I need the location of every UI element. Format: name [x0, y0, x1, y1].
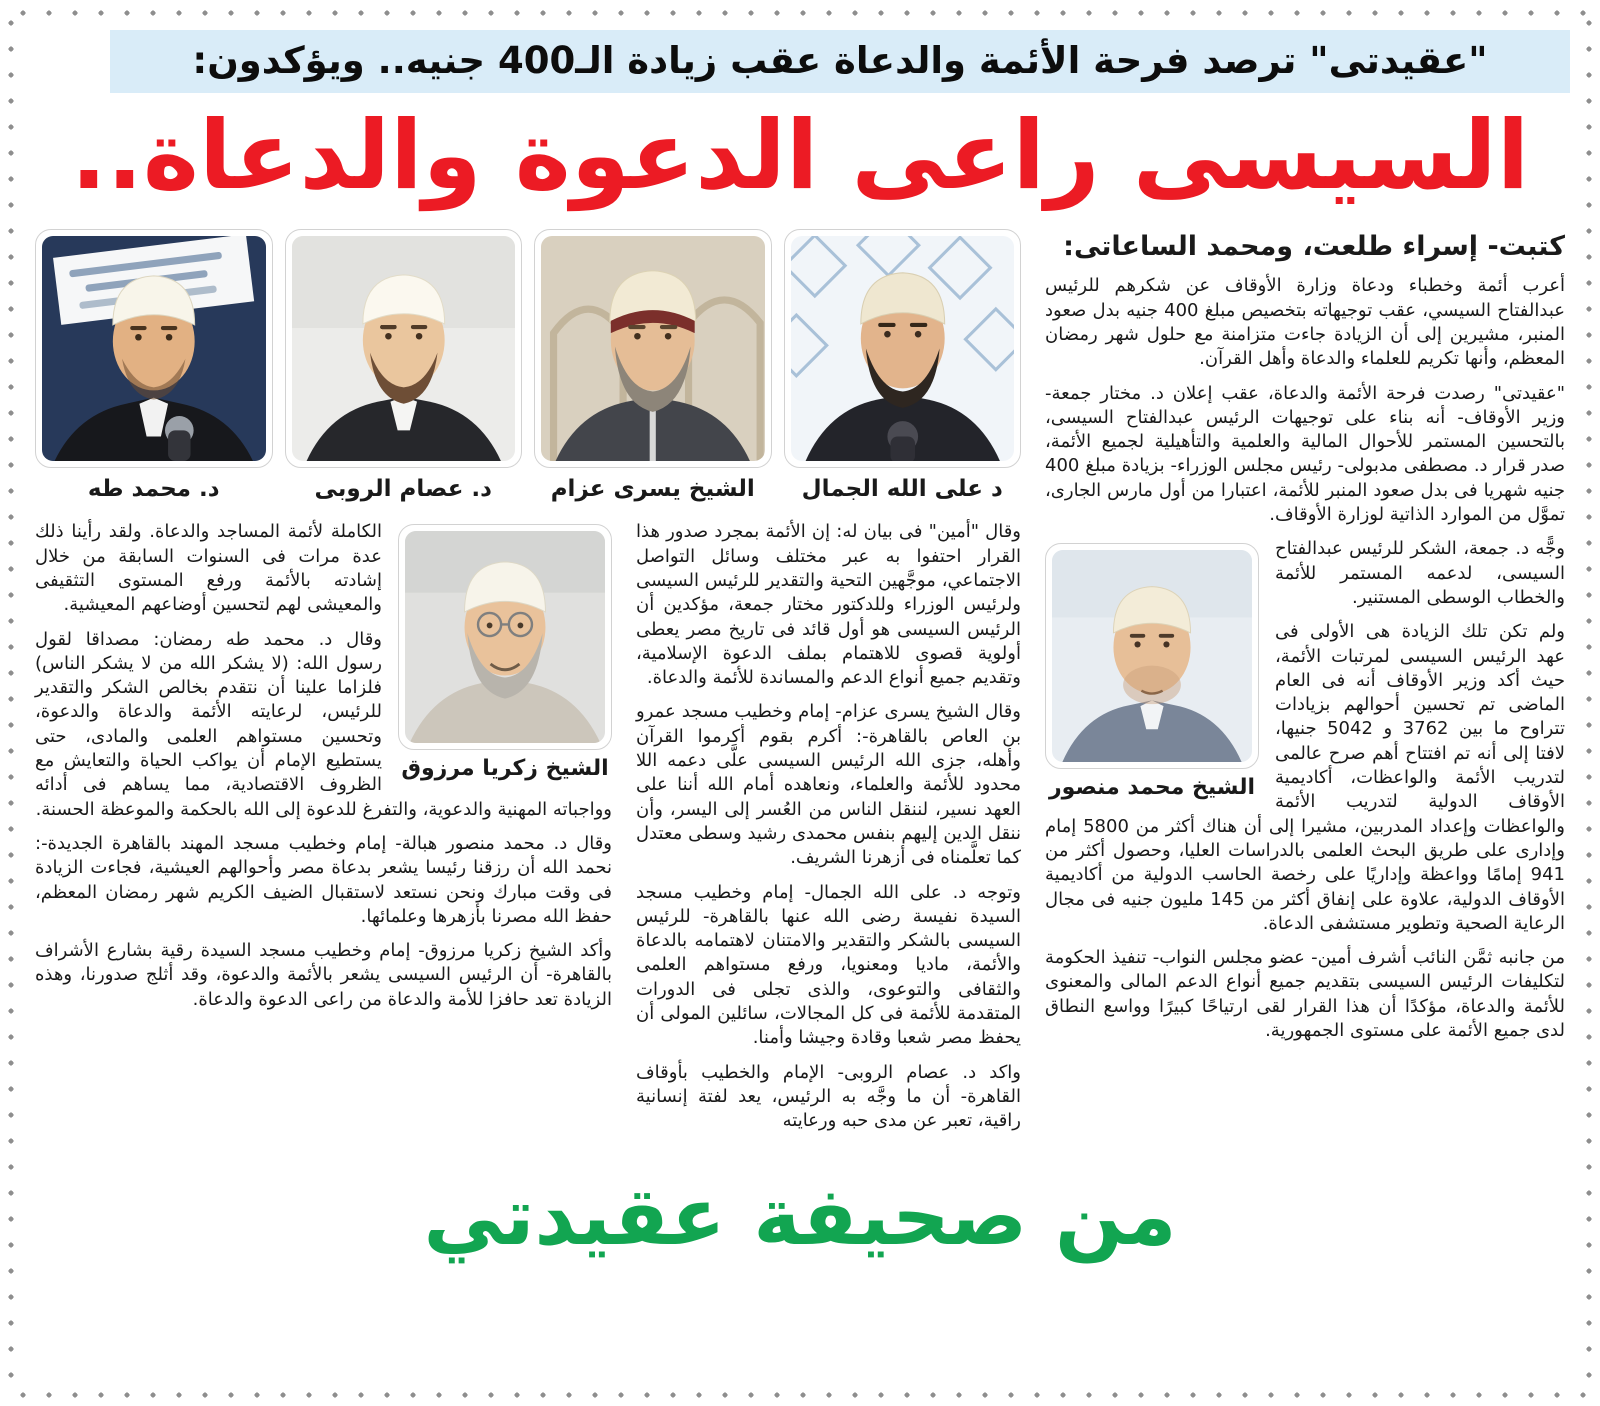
photo-frame [35, 229, 273, 468]
photo-caption-mohamed-mansour: الشيخ محمد منصور [1048, 775, 1255, 801]
portrait-yosri-azzam-illustration [541, 236, 765, 461]
paragraph: ولم تكن تلك الزيادة هى الأولى فى عهد الرئيس السيسى لمرتبات الأئمة، حيث أكد وزير الأوقاف أنه فى العام الماضى تم تحسين أحوالهم بزيادات تتراوح ما بين 3762 و 5042 جنيها، لافتا إلى أنه تم افتتاح أهم صرح عالمى لتدريب الأئمة والواعظات، أكاديمية الأوقاف الدولية لتدريب الأئمة والواعظات وإعداد المدربين، مشيرا إلى أن هناك أكثر من 5800 إمام وإدارى على طريق البحث العلمى بالدراسات العليا، وحصول أكثر من 941 إمامًا وواعظة وإداريًا على رخصة الحاسب الدولية من أكاديمية الأوقاف الدولية، علاوة على إنفاق أكثر من 145 مليون جنيه فى مجال الرعاية الصحية وتطوير مستشفى الدعاة. [1045, 621, 1566, 934]
paragraph: وتوجه د. على الله الجمال- إمام وخطيب مسجد السيدة نفيسة رضى الله عنها بالقاهرة- للرئيس السيسى بالشكر والتقدير والامتنان لاهتمامه بالدعاة والأئمة، ماديا ومعنويا، ورفع مستواهم العلمى والثقافى والتوعوى، والذى تجلى فى الدورات المتقدمة للأئمة فى كل المجالات، سائلين المولى أن يحفظ مصر شعبا وقادة وجيشا وأمنا. [636, 881, 1021, 1049]
page-border-dots-right [1584, 10, 1594, 1396]
paragraph: وأكد الشيخ زكريا مرزوق- إمام وخطيب مسجد السيدة رقية بشارع الأشراف بالقاهرة- أن الرئيس السيسى يشعر بالأئمة والدعوة، وقد أثلج صدورنا، وهذه الزيادة تعد حافزا للأمة والدعاة من راعى الدعوة والدعاة. [35, 940, 612, 1010]
photos-and-columns-area [35, 229, 1021, 1143]
photo-card-essam-elrouby [285, 229, 523, 502]
main-headline: السيسى راعى الدعوة والدعاة.. [70, 101, 1530, 211]
portrait-mohamed-taha-illustration [42, 236, 266, 461]
paragraph: من جانبه ثمَّن النائب أشرف أمين- عضو مجلس النواب- تنفيذ الحكومة لتكليفات الرئيس السيسى بتقديم جميع أنواع الدعم المالى والمعنوى للأئمة والدعاة، مؤكدًا أن هذا القرار لقى ارتياحًا كبيرًا وواسع النطاق لدى جميع الأئمة على مستوى الجمهورية. [1045, 947, 1565, 1041]
photo-caption-essam-elrouby: د. عصام الروبى [314, 476, 492, 503]
column-left [35, 520, 612, 1143]
paragraph: وقال د. محمد منصور هبالة- إمام وخطيب مسجد المهند بالقاهرة الجديدة-: نحمد الله أن رزقنا رئيسا يشعر بدعاة مصر وأحوالهم العيشية، فجاءت الزيادة فى وقت مبارك ونحن نستعد لاستقبال الضيف الكريم شهر رمضان المعظم، حفظ الله مصرنا بأزهرها وعلمائها. [35, 832, 612, 927]
photo-row [35, 229, 1021, 502]
photo-card-mohamed-taha [35, 229, 273, 502]
column-middle [636, 520, 1021, 1143]
photo-card-mohamed-mansour [1045, 543, 1259, 769]
photo-card-ali-elgamal [784, 229, 1022, 502]
photo-caption-mohamed-taha: د. محمد طه [87, 476, 220, 503]
paragraph: الكاملة لأئمة المساجد والدعاة. ولقد رأينا ذلك عدة مرات فى السنوات السابقة من خلال إشادته بالأئمة ورفع المستوى التثقيفى والمعيشى لهم لتحسين أوضاعهم المعيشية. [35, 521, 382, 616]
portrait-zakaria-marzouk-illustration [405, 531, 605, 743]
portrait-ali-elgamal-illustration [791, 236, 1015, 461]
paragraph: وجًّه د. جمعة، الشكر للرئيس عبدالفتاح السيسى، لدعمه المستمر للأئمة والخطاب الوسطى المستنير. [1275, 538, 1565, 608]
article-body [35, 229, 1565, 1143]
photo-card-yosri-azzam [534, 229, 772, 502]
paragraph: أعرب أئمة وخطباء ودعاة وزارة الأوقاف عن شكرهم للرئيس عبدالفتاح السيسي، عقب توجيهاته بتخصيص مبلغ 400 جنيه بدل صعود المنبر، مشيرين إلى أن الزيادة جاءت متزامنة مع حلول شهر رمضان المعظم، وأنها تكريم للعلماء والدعاة وأهل القرآن. [1045, 275, 1565, 370]
photo-frame [784, 229, 1022, 468]
photo-frame [285, 229, 523, 468]
photo-caption-zakaria-marzouk: الشيخ زكريا مرزوق [401, 756, 609, 782]
paragraph: وقال الشيخ يسرى عزام- إمام وخطيب مسجد عمرو بن العاص بالقاهرة-: أكرم بقوم أكرموا القرآن وأهله، جزى الله الرئيس السيسى علَّى دعمه اللا محدود للأئمة والعلماء، ونعاهده أمام الله أننا على العهد نسير، لننقل الناس من العُسر إلى اليسر، وأن ننقل الدين إليهم بنفس محمدى رشيد وسطى معتدل كما تعلَّمناه فى أزهرنا الشريف. [636, 701, 1021, 869]
paragraph: واكد د. عصام الروبى- الإمام والخطيب بأوقاف القاهرة- أن ما وجَّه به الرئيس، يعد لفتة إنسانية راقية، تعبر عن مدى حبه ورعايته [636, 1061, 1021, 1132]
photo-caption-ali-elgamal: د على الله الجمال [801, 476, 1003, 503]
portrait-mohamed-mansour-illustration [1052, 550, 1252, 762]
page-border-dots-top [10, 8, 1590, 18]
page-border-dots-left [6, 10, 16, 1396]
figure-zakaria-marzouk [398, 524, 612, 781]
column-right [1045, 229, 1565, 1143]
paragraph: "عقيدتى" رصدت فرحة الأئمة والدعاة، عقب إعلان د. مختار جمعة- وزير الأوقاف- أنه بناء على توجيهات الرئيس عبدالفتاح السيسى، بالتحسين المستمر للأحوال المالية والعلمية والتأهيلية لجميع الأئمة، صدر قرار د. مصطفى مدبولى- رئيس مجلس الوزراء- بزيادة مبلغ 400 جنيه شهريا فى بدل صعود المنبر للأئمة، اعتبارا من أول مارس الجارى، تموَّل من الموارد الذاتية لوزارة الأوقاف. [1045, 382, 1565, 526]
photo-frame [534, 229, 772, 468]
article-byline: كتبت- إسراء طلعت، ومحمد الساعاتى: [1063, 231, 1565, 263]
photo-caption-yosri-azzam: الشيخ يسرى عزام [550, 476, 755, 503]
source-line: من صحيفة عقيدتي [423, 1169, 1177, 1263]
paragraph: وقال د. محمد طه رمضان: مصداقا لقول رسول الله: (لا يشكر الله من لا يشكر الناس) فلزاما علينا أن نتقدم بخالص الشكر والتقدير للرئيس، لرعايته الأئمة والدعاة والدعوة، وتحسين مستواهم العلمى والمادى، حتى يستطيع الإمام أن يواكب الحياة والتعايش مع الظروف الاقتصادية، مما يساهم فى أدائه وواجباته المهنية والدعوية، والتفرغ للدعوة إلى الله بالحكمة والموعظة الحسنة. [35, 628, 612, 820]
portrait-essam-elrouby-illustration [292, 236, 516, 461]
photo-card-zakaria-marzouk [398, 524, 612, 750]
kicker-bar [110, 30, 1570, 93]
paragraph: وقال "أمين" فى بيان له: إن الأئمة بمجرد صدور هذا القرار احتفوا به عبر مختلف وسائل التواصل الاجتماعي، موجَّهين التحية والتقدير للرئيس السيسى ولرئيس الوزراء وللدكتور مختار جمعة، مؤكدين أن الرئيس السيسى هو أول قائد فى تاريخ مصر يعطى أولوية قصوى للاهتمام بملف الدعوة الإسلامية، وتقديم جميع أنواع الدعم والمساندة للأئمة والدعاة. [636, 521, 1021, 689]
lower-text-columns [35, 520, 1021, 1143]
kicker-text: "عقيدتى" ترصد فرحة الأئمة والدعاة عقب زيادة الـ400 جنيه.. ويؤكدون: [192, 39, 1488, 82]
page-border-dots-bottom [10, 1390, 1590, 1400]
figure-mohamed-mansour [1045, 543, 1259, 800]
